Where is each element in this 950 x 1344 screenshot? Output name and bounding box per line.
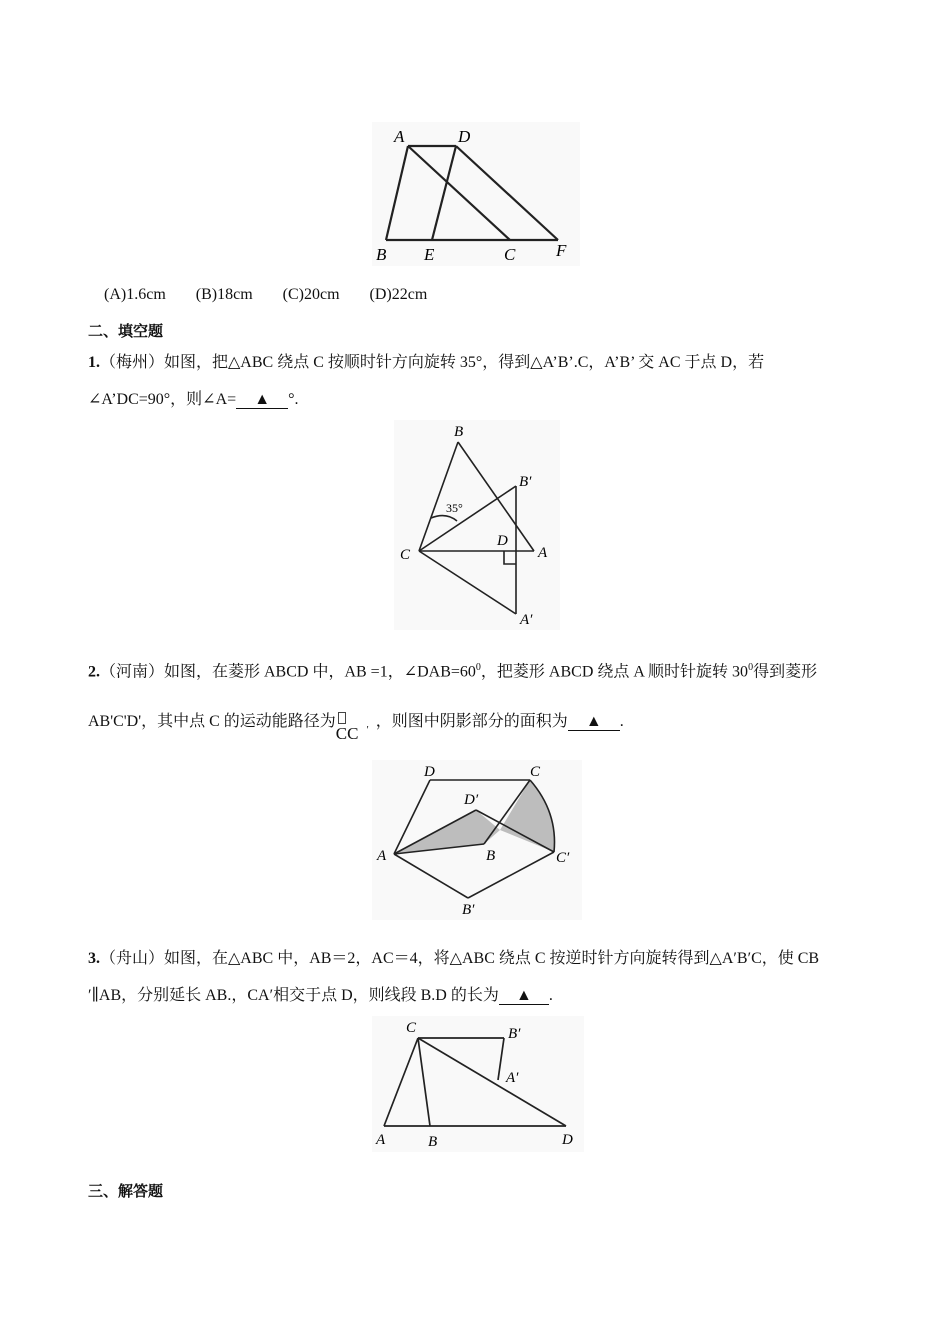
q2-line2	[88, 712, 864, 743]
q3-line1	[88, 949, 864, 969]
label-f: F	[556, 241, 567, 260]
section-title-answer: 三、解答题	[88, 1182, 164, 1200]
label-e: E	[424, 245, 435, 264]
q1-text-line2: ∠A’DC=90°，则∠A=	[88, 391, 237, 408]
label-a-prime: A′	[506, 1070, 519, 1086]
label-b-prime: B′	[462, 902, 475, 918]
arc-cc-prime-mark: ′	[365, 724, 369, 736]
label-d: D	[562, 1132, 573, 1148]
label-a-prime: A′	[520, 612, 533, 628]
label-a: A	[394, 127, 405, 146]
label-b: B	[454, 424, 464, 440]
q2-number: 2.	[88, 663, 100, 681]
q1-line1	[88, 353, 864, 373]
q1-answer-blank: ▲	[236, 392, 288, 409]
q3-line2	[88, 986, 864, 1006]
label-a: A	[377, 848, 387, 864]
label-b: B	[376, 245, 387, 264]
answer-options	[104, 286, 453, 304]
label-b-prime: B′	[508, 1026, 521, 1042]
label-b: B	[428, 1134, 438, 1150]
label-b-prime: B′	[519, 474, 532, 490]
q2-text-suffix: .	[619, 713, 624, 730]
label-d: D	[497, 533, 508, 549]
q3-answer-blank: ▲	[499, 988, 549, 1005]
q1-line2	[88, 390, 864, 410]
q1-number: 1.	[88, 354, 100, 371]
q1-text-suffix: °.	[288, 391, 299, 408]
arc-symbol-icon	[338, 712, 346, 724]
label-d-prime: D′	[464, 792, 479, 808]
q2-text-line2: AB'C'D'，其中点 C 的运动能路径为	[88, 713, 336, 730]
label-b: B	[486, 848, 496, 864]
figure-q3-rotation	[372, 1016, 584, 1152]
section-title-fill-in: 二、填空题	[88, 322, 164, 340]
option-c: (C)20cm	[282, 286, 340, 303]
figure-q2-rhombus	[372, 760, 582, 920]
q2-line1	[88, 658, 864, 682]
label-d: D	[458, 127, 471, 146]
q3-text-line1: （舟山）如图，在△ABC 中，AB＝2，AC＝4，将△ABC 绕点 C 按逆时针方向旋转得到△A′B′C，使 CB	[100, 950, 820, 967]
figure-trapezoid	[372, 122, 580, 266]
q2-text-c: 得到菱形	[753, 663, 818, 681]
q2-text-b: ，把菱形 ABCD 绕点 A 顺时针旋转 30	[480, 663, 749, 681]
label-d: D	[424, 764, 435, 780]
q1-text-line1: （梅州）如图，把△ABC 绕点 C 按顺时针方向旋转 35°，得到△A’B’.C，A’B’ 交 AC 于点 D，若	[100, 354, 765, 371]
arc-cc-label: CC	[335, 724, 359, 743]
label-c: C	[504, 245, 516, 264]
label-c: C	[400, 547, 411, 563]
q3-number: 3.	[88, 950, 100, 967]
figure-q1-rotation	[394, 420, 560, 630]
label-c: C	[530, 764, 541, 780]
q2-sup-degree1: 0	[475, 662, 481, 673]
q2-text-mid: ，则图中阴影部分的面积为	[375, 713, 568, 730]
option-d: (D)22cm	[369, 286, 428, 303]
q3-text-line2: ′∥AB，分别延长 AB.，CA′相交于点 D，则线段 B.D 的长为	[88, 987, 499, 1004]
label-c: C	[406, 1020, 417, 1036]
label-a: A	[376, 1132, 386, 1148]
option-a: (A)1.6cm	[104, 286, 166, 303]
q2-sup-degree2: 0	[748, 662, 754, 673]
arc-cc-prime	[335, 712, 376, 743]
label-a: A	[538, 545, 548, 561]
q3-text-suffix: .	[548, 987, 553, 1004]
label-c-prime: C′	[556, 850, 570, 866]
option-b: (B)18cm	[195, 286, 253, 303]
q2-answer-blank: ▲	[568, 714, 620, 731]
angle-label: 35°	[446, 501, 463, 515]
q2-text-a: （河南）如图，在菱形 ABCD 中，AB =1，∠DAB=60	[100, 663, 476, 681]
